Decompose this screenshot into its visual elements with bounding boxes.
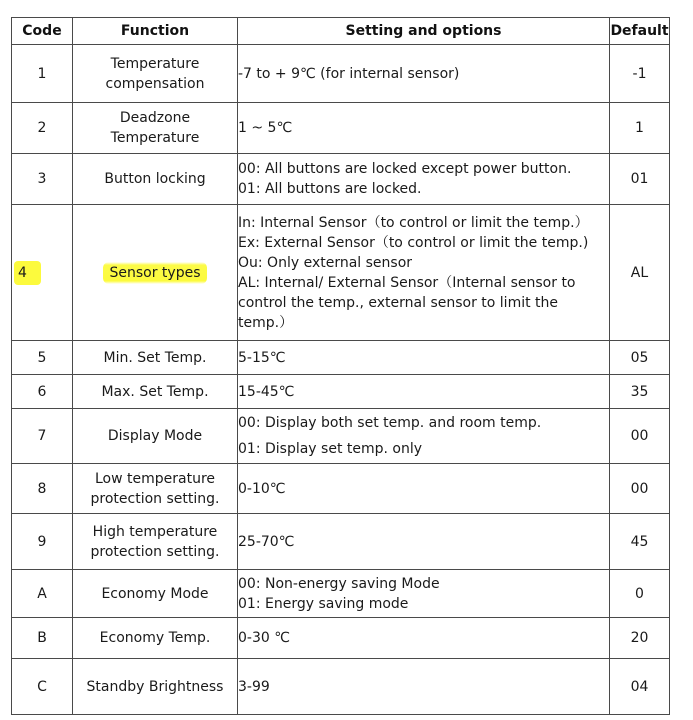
row-options [238, 464, 610, 514]
option-line: 01: All buttons are locked. [238, 181, 422, 197]
option-line: In: Internal Sensor（to control or limit the temp.） [238, 214, 589, 231]
table-row-highlighted [12, 205, 670, 341]
function-line: Max. Set Temp. [101, 383, 209, 400]
option-line: 25-70℃ [238, 533, 295, 550]
row-code: C [12, 659, 73, 715]
row-options [238, 103, 610, 154]
function-line: Temperature [110, 55, 200, 72]
row-function [73, 45, 238, 103]
option-line: 0-30 ℃ [238, 630, 290, 646]
row-function [73, 205, 238, 341]
option-line: 00: Display both set temp. and room temp. [238, 415, 542, 431]
row-options [238, 514, 610, 570]
function-line: Standby Brightness [86, 678, 224, 695]
row-code: 8 [12, 464, 73, 514]
header-function: Function [73, 18, 238, 45]
function-line: Button locking [104, 171, 206, 187]
row-options [238, 154, 610, 205]
row-default: AL [610, 205, 670, 341]
row-options [238, 409, 610, 464]
table-row [12, 341, 670, 375]
header-row [12, 18, 670, 45]
row-default: 00 [610, 409, 670, 464]
function-line: protection setting. [90, 490, 220, 507]
row-default: 20 [610, 618, 670, 659]
option-line: Ou: Only external sensor [238, 254, 413, 271]
table-row [12, 154, 670, 205]
row-options [238, 205, 610, 341]
row-default: 05 [610, 341, 670, 375]
row-default: 45 [610, 514, 670, 570]
option-line: 01: Energy saving mode [238, 595, 409, 612]
row-default: 01 [610, 154, 670, 205]
code-highlight: 4 [14, 261, 41, 285]
function-line: Min. Set Temp. [103, 349, 207, 366]
option-line: -7 to + 9℃ (for internal sensor) [238, 65, 460, 82]
row-code: 3 [12, 154, 73, 205]
row-function [73, 618, 238, 659]
option-line: Ex: External Sensor（to control or limit the temp.) [238, 234, 589, 251]
row-function [73, 409, 238, 464]
option-line: 1 ~ 5℃ [238, 120, 293, 136]
option-line: 5-15℃ [238, 349, 286, 366]
row-function [73, 570, 238, 618]
row-code: 5 [12, 341, 73, 375]
option-line: 3-99 [238, 678, 270, 695]
table-row [12, 514, 670, 570]
row-default: 04 [610, 659, 670, 715]
function-line: Economy Temp. [99, 630, 211, 646]
option-line: 01: Display set temp. only [238, 441, 423, 457]
row-options [238, 570, 610, 618]
row-options [238, 45, 610, 103]
row-function [73, 464, 238, 514]
row-function [73, 154, 238, 205]
table-row [12, 375, 670, 409]
table-row [12, 409, 670, 464]
row-options [238, 375, 610, 409]
option-line: 00: All buttons are locked except power button. [238, 161, 572, 177]
row-options [238, 618, 610, 659]
row-code: 6 [12, 375, 73, 409]
row-function [73, 659, 238, 715]
option-line: 00: Non-energy saving Mode [238, 575, 440, 592]
row-default: 00 [610, 464, 670, 514]
option-line: AL: Internal/ External Sensor（Internal sensor to [238, 274, 576, 291]
function-line: Economy Mode [101, 585, 209, 602]
table-row [12, 618, 670, 659]
table-row [12, 45, 670, 103]
header-code: Code [12, 18, 73, 45]
row-code: 1 [12, 45, 73, 103]
row-function [73, 514, 238, 570]
table-row [12, 103, 670, 154]
function-highlight: Sensor types [103, 262, 206, 284]
option-line: 15-45℃ [238, 383, 295, 400]
row-code: B [12, 618, 73, 659]
function-line: Display Mode [107, 428, 203, 444]
row-default: 35 [610, 375, 670, 409]
function-line: protection setting. [90, 543, 220, 560]
function-line: Deadzone [119, 110, 191, 126]
option-line: temp.） [238, 314, 294, 331]
row-options [238, 659, 610, 715]
row-default: 0 [610, 570, 670, 618]
option-line: control the temp., external sensor to limit the [238, 294, 559, 311]
table-row [12, 570, 670, 618]
function-line: High temperature [92, 523, 218, 540]
row-code: A [12, 570, 73, 618]
row-function [73, 375, 238, 409]
option-line: 0-10℃ [238, 480, 286, 497]
table-row [12, 659, 670, 715]
row-code: 9 [12, 514, 73, 570]
header-default: Default [610, 18, 670, 45]
settings-table [11, 17, 670, 715]
row-function [73, 103, 238, 154]
row-code: 7 [12, 409, 73, 464]
row-code: 2 [12, 103, 73, 154]
function-line: Temperature [110, 130, 200, 146]
row-default: 1 [610, 103, 670, 154]
table-row [12, 464, 670, 514]
header-setting: Setting and options [238, 18, 610, 45]
row-default: -1 [610, 45, 670, 103]
row-code [12, 205, 73, 341]
row-options [238, 341, 610, 375]
function-line: Low temperature [94, 470, 216, 487]
function-line: compensation [105, 75, 205, 92]
row-function [73, 341, 238, 375]
